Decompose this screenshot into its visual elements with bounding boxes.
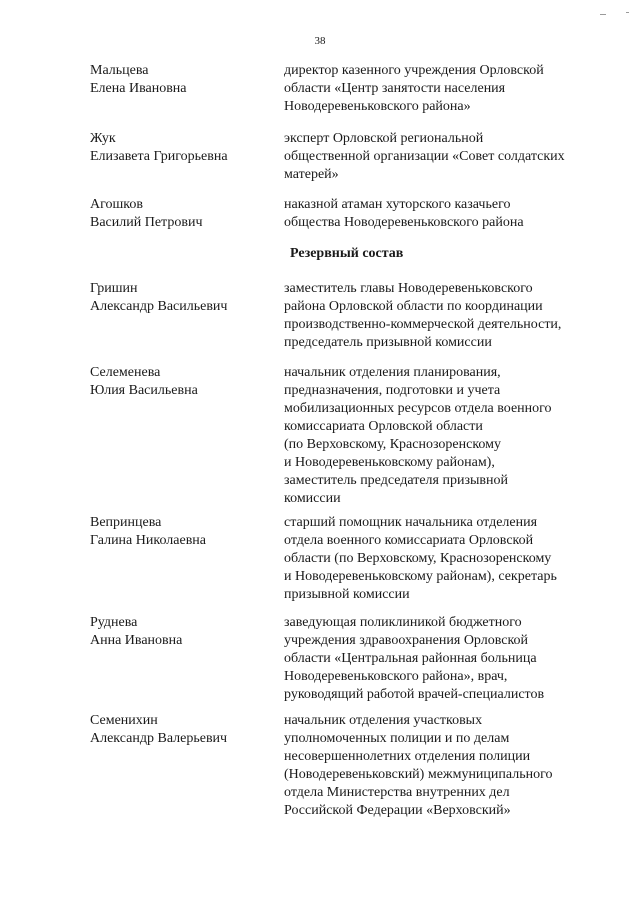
member-position	[284, 196, 604, 232]
member-name	[90, 614, 270, 650]
position-line: области «Центр занятости населения	[284, 81, 506, 96]
page-number: 38	[314, 35, 326, 47]
position-line: призывной комиссии	[284, 587, 410, 602]
position-line: (Новодеревеньковский) межмуниципального	[284, 767, 553, 782]
member-position	[284, 514, 604, 604]
position-line: уполномоченных полиции и по делам	[284, 731, 510, 746]
position-line: Новодеревеньковского района», врач,	[284, 669, 508, 684]
position-line: заведующая поликлиникой бюджетного	[284, 615, 522, 630]
position-line: комиссариата Орловской области	[284, 419, 483, 434]
member-surname: Агошков	[90, 197, 143, 212]
position-line: предназначения, подготовки и учета	[284, 383, 501, 398]
position-line: директор казенного учреждения Орловской	[284, 63, 544, 78]
position-line: заместитель главы Новодеревеньковского	[284, 281, 533, 296]
scan-mark	[600, 14, 606, 15]
member-given-names: Александр Валерьевич	[90, 731, 228, 746]
position-line: общества Новодеревеньковского района	[284, 215, 524, 230]
member-name	[90, 364, 270, 400]
position-line: матерей»	[284, 167, 339, 182]
position-line: эксперт Орловской региональной	[284, 131, 484, 146]
position-line: области (по Верховскому, Краснозоренскому	[284, 551, 552, 566]
member-given-names: Елизавета Григорьевна	[90, 149, 228, 164]
position-line: производственно-коммерческой деятельности,	[284, 317, 562, 332]
position-line: старший помощник начальника отделения	[284, 515, 538, 530]
position-line: наказной атаман хуторского казачьего	[284, 197, 511, 212]
member-surname: Селеменева	[90, 365, 161, 380]
position-line: общественной организации «Совет солдатских	[284, 149, 565, 164]
position-line: и Новодеревеньковскому районам), секретарь	[284, 569, 557, 584]
position-line: учреждения здравоохранения Орловской	[284, 633, 529, 648]
position-line: начальник отделения участковых	[284, 713, 483, 728]
member-surname: Жук	[90, 131, 116, 146]
member-name	[90, 130, 270, 166]
position-line: руководящий работой врачей-специалистов	[284, 687, 545, 702]
member-name	[90, 62, 270, 98]
position-line: отдела военного комиссариата Орловской	[284, 533, 534, 548]
member-position	[284, 712, 604, 820]
member-surname: Руднева	[90, 615, 138, 630]
position-line: заместитель председателя призывной	[284, 473, 508, 488]
reserve-section-heading: Резервный состав	[290, 246, 404, 261]
member-position	[284, 62, 604, 116]
position-line: мобилизационных ресурсов отдела военного	[284, 401, 552, 416]
member-given-names: Александр Васильевич	[90, 299, 228, 314]
position-line: председатель призывной комиссии	[284, 335, 492, 350]
member-given-names: Елена Ивановна	[90, 81, 187, 96]
member-position	[284, 280, 604, 352]
member-name	[90, 712, 270, 748]
member-name	[90, 514, 270, 550]
member-given-names: Анна Ивановна	[90, 633, 183, 648]
position-line: области «Центральная районная больница	[284, 651, 537, 666]
member-surname: Мальцева	[90, 63, 149, 78]
member-given-names: Василий Петрович	[90, 215, 203, 230]
position-line: и Новодеревеньковскому районам),	[284, 455, 495, 470]
member-given-names: Юлия Васильевна	[90, 383, 198, 398]
position-line: района Орловской области по координации	[284, 299, 543, 314]
position-line: начальник отделения планирования,	[284, 365, 501, 380]
position-line: Российской Федерации «Верховский»	[284, 803, 511, 818]
member-surname: Семенихин	[90, 713, 158, 728]
position-line: отдела Министерства внутренних дел	[284, 785, 510, 800]
member-position	[284, 130, 604, 184]
position-line: несовершеннолетних отделения полиции	[284, 749, 531, 764]
position-line: (по Верховскому, Краснозоренскому	[284, 437, 502, 452]
member-given-names: Галина Николаевна	[90, 533, 207, 548]
member-name	[90, 280, 270, 316]
position-line: Новодеревеньковского района»	[284, 99, 471, 114]
member-surname: Вепринцева	[90, 515, 162, 530]
member-position	[284, 614, 604, 704]
member-name	[90, 196, 270, 232]
scan-mark	[626, 12, 629, 13]
position-line: комиссии	[284, 491, 341, 506]
member-surname: Гришин	[90, 281, 138, 296]
member-position	[284, 364, 604, 508]
